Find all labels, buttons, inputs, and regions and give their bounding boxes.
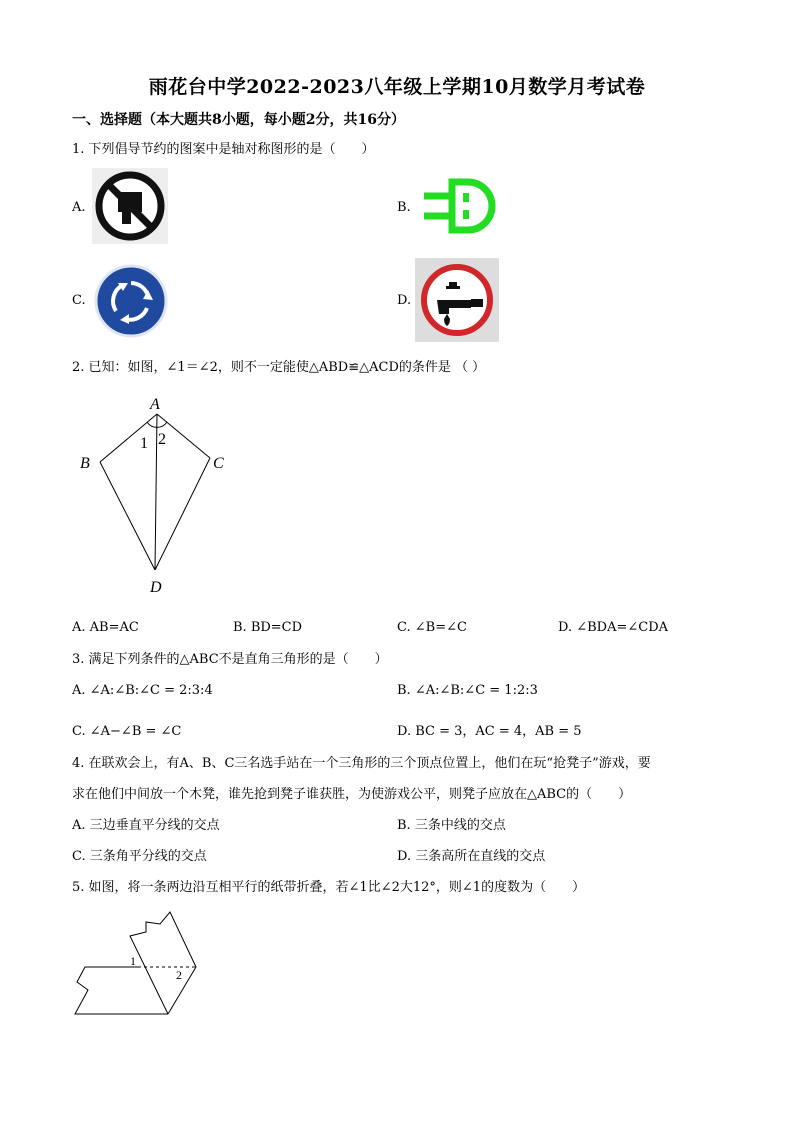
q2-option-c: C. ∠B=∠C: [397, 620, 467, 635]
label-angle-2: 2: [176, 968, 182, 982]
q3-option-c: C. ∠A−∠B = ∠C: [72, 724, 182, 739]
page-title: 雨花台中学2022-2023八年级上学期10月数学月考试卷: [148, 76, 646, 98]
q4-stem-line2: 求在他们中间放一个木凳，谁先抢到凳子谁获胜，为使游戏公平，则凳子应放在△ABC的（ ）: [72, 787, 632, 802]
q1-option-a-label: A.: [72, 200, 86, 215]
q1-option-b-label: B.: [397, 200, 411, 215]
q1-stem: 1. 下列倡导节约的图案中是轴对称图形的是（ ）: [72, 142, 375, 157]
label-angle-1: 1: [130, 954, 136, 968]
no-paper-sign-icon: [92, 168, 168, 244]
label-vertex-c: C: [213, 455, 224, 472]
q2-kite-figure: [74, 392, 244, 597]
q2-option-a: A. AB=AC: [72, 620, 139, 635]
label-vertex-d: D: [150, 579, 162, 596]
label-angle-1: 1: [140, 435, 148, 452]
q4-option-c: C. 三条角平分线的交点: [72, 849, 207, 864]
q3-option-b: B. ∠A:∠B:∠C = 1:2:3: [397, 683, 538, 698]
q1-option-c-label: C.: [72, 293, 86, 308]
roundabout-sign-icon: [93, 263, 169, 339]
faucet-sign-icon: [415, 258, 499, 342]
q2-stem: 2. 已知：如图，∠1＝∠2，则不一定能使△ABD≌△ACD的条件是 （ ）: [72, 360, 486, 375]
q2-option-d: D. ∠BDA=∠CDA: [558, 620, 669, 635]
q2-option-b: B. BD=CD: [233, 620, 303, 635]
q3-option-d: D. BC = 3，AC = 4，AB = 5: [397, 724, 582, 739]
q1-option-d-label: D.: [397, 293, 412, 308]
q3-stem: 3. 满足下列条件的△ABC不是直角三角形的是（ ）: [72, 652, 388, 667]
q5-folded-strip-figure: [70, 910, 210, 1020]
section-heading: 一、选择题（本大题共8小题，每小题2分，共16分）: [72, 112, 405, 128]
green-plug-icon: [418, 176, 498, 236]
q4-option-d: D. 三条高所在直线的交点: [397, 849, 546, 864]
q4-option-a: A. 三边垂直平分线的交点: [72, 818, 220, 833]
q5-stem: 5. 如图，将一条两边沿互相平行的纸带折叠，若∠1比∠2大12°，则∠1的度数为（ ）: [72, 880, 586, 895]
label-vertex-b: B: [80, 455, 90, 472]
q3-option-a: A. ∠A:∠B:∠C = 2:3:4: [72, 683, 213, 698]
q4-stem-line1: 4. 在联欢会上，有A、B、C三名选手站在一个三角形的三个顶点位置上，他们在玩“抢凳子”游戏，要: [72, 756, 651, 771]
label-vertex-a: A: [150, 396, 160, 413]
label-angle-2: 2: [158, 431, 166, 448]
q4-option-b: B. 三条中线的交点: [397, 818, 506, 833]
